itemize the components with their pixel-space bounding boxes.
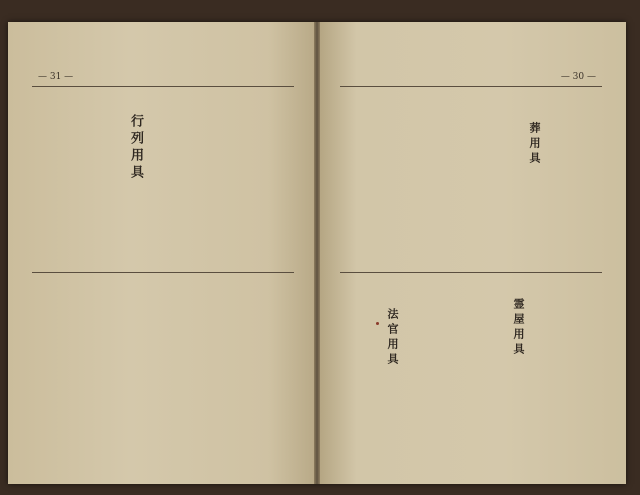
left-page-number: — 31 — (38, 72, 74, 82)
section-heading: 法官用具 (386, 308, 399, 368)
header-rule (32, 86, 294, 87)
left-page (8, 22, 314, 484)
ink-mark (376, 322, 379, 325)
section-heading: 霊屋用具 (512, 298, 525, 358)
section-divider (340, 272, 602, 273)
section-heading: 行列用具 (128, 114, 143, 182)
header-rule (340, 86, 602, 87)
right-page (320, 22, 626, 484)
book-spread (8, 22, 626, 484)
section-heading: 葬用具 (528, 122, 541, 167)
section-divider (32, 272, 294, 273)
left-page-header (32, 70, 294, 88)
right-page-header (340, 70, 602, 88)
right-page-number: — 30 — (560, 72, 596, 82)
